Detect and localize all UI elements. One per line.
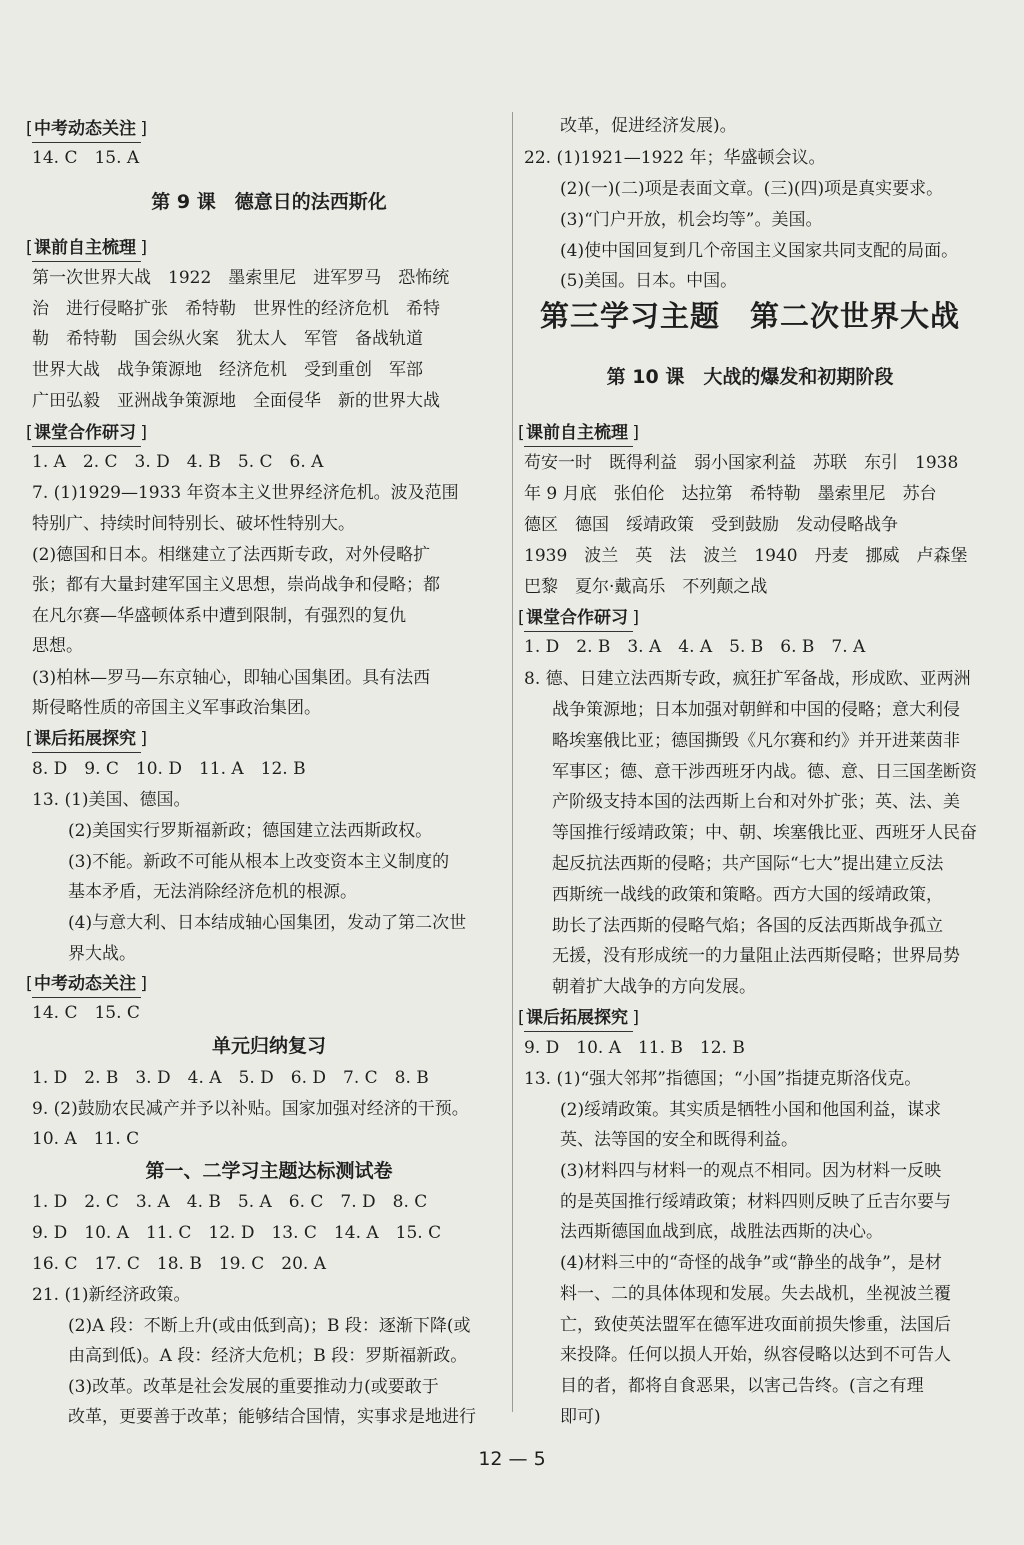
text-line: 10. A 11. C: [32, 1129, 140, 1149]
text-line: (4)材料三中的“奇怪的战争”或“静坐的战争”，是材: [560, 1253, 942, 1273]
section-heading: [ 中考动态关注 ]: [32, 117, 141, 141]
heading-underline: [32, 752, 141, 753]
text-line: 亡，致使英法盟军在德军进攻面前损失惨重，法国后: [560, 1315, 951, 1335]
text-line: (2)绥靖政策。其实质是牺牲小国和他国利益，谋求: [560, 1100, 942, 1120]
text-line: 来投降。任何以损人开始，纵容侵略以达到不可告人: [560, 1345, 951, 1365]
text-line: 英、法等国的安全和既得利益。: [560, 1130, 798, 1150]
text-line: 1. D 2. B 3. A 4. A 5. B 6. B 7. A: [524, 637, 866, 657]
text-line: 料一、二的具体体现和发展。失去战机，坐视波兰覆: [560, 1284, 951, 1304]
heading-underline: [524, 446, 633, 447]
section-heading: [ 课后拓展探究 ]: [524, 1006, 633, 1030]
section-heading: [ 课前自主梳理 ]: [524, 421, 633, 445]
section-heading: [ 课堂合作研习 ]: [32, 421, 141, 445]
heading-underline: [32, 142, 141, 143]
text-line: 斯侵略性质的帝国主义军事政治集团。: [32, 698, 321, 718]
text-line: (2)A 段：不断上升(或由低到高)；B 段：逐渐下降(或: [68, 1316, 471, 1336]
text-line: 目的者，都将自食恶果，以害己告终。(言之有理: [560, 1376, 924, 1396]
text-line: 1. A 2. C 3. D 4. B 5. C 6. A: [32, 452, 324, 472]
text-line: 略埃塞俄比亚；德国撕毁《凡尔赛和约》并开进莱茵非: [552, 731, 960, 751]
text-line: 西斯统一战线的政策和策略。西方大国的绥靖政策，: [552, 885, 943, 905]
lesson-title: 第 9 课 德意日的法西斯化: [151, 191, 387, 213]
text-line: 即可): [560, 1407, 601, 1427]
text-line: 21. (1)新经济政策。: [32, 1285, 191, 1305]
text-line: 治 进行侵略扩张 希特勒 世界性的经济危机 希特: [32, 299, 440, 319]
text-line: 9. D 10. A 11. B 12. B: [524, 1038, 745, 1058]
text-line: 朝着扩大战争的方向发展。: [552, 977, 756, 997]
text-line: 思想。: [32, 636, 83, 656]
heading-underline: [32, 446, 141, 447]
heading-underline: [524, 1031, 633, 1032]
text-line: (3)改革。改革是社会发展的重要推动力(或要敢于: [68, 1377, 439, 1397]
text-line: 年 9 月底 张伯伦 达拉第 希特勒 墨索里尼 苏台: [524, 484, 937, 504]
text-line: 产阶级支持本国的法西斯上台和对外扩张；英、法、美: [552, 792, 960, 812]
text-line: 7. (1)1929—1933 年资本主义世界经济危机。波及范围: [32, 483, 459, 503]
text-line: (2)(一)(二)项是表面文章。(三)(四)项是真实要求。: [560, 179, 944, 199]
text-line: 特别广、持续时间特别长、破坏性特别大。: [32, 514, 355, 534]
text-line: 基本矛盾，无法消除经济危机的根源。: [68, 882, 357, 902]
column-divider: [512, 112, 513, 1412]
text-line: 助长了法西斯的侵略气焰；各国的反法西斯战争孤立: [552, 916, 943, 936]
text-line: 等国推行绥靖政策；中、朝、埃塞俄比亚、西班牙人民奋: [552, 823, 977, 843]
section-heading: [ 课前自主梳理 ]: [32, 236, 141, 260]
theme-title: 第三学习主题 第二次世界大战: [539, 299, 960, 333]
text-line: 张；都有大量封建军国主义思想，崇尚战争和侵略；都: [32, 575, 440, 595]
text-line: (3)柏林—罗马—东京轴心，即轴心国集团。具有法西: [32, 668, 431, 688]
text-line: 巴黎 夏尔·戴高乐 不列颠之战: [524, 577, 768, 597]
text-line: 9. (2)鼓励农民减产并予以补贴。国家加强对经济的干预。: [32, 1099, 469, 1119]
section-heading: [ 中考动态关注 ]: [32, 972, 141, 996]
text-line: 法西斯德国血战到底，战胜法西斯的决心。: [560, 1222, 883, 1242]
text-line: 无援，没有形成统一的力量阻止法西斯侵略；世界局势: [552, 946, 960, 966]
text-line: 1. D 2. C 3. A 4. B 5. A 6. C 7. D 8. C: [32, 1192, 428, 1212]
text-line: 苟安一时 既得利益 弱小国家利益 苏联 东引 1938: [524, 453, 959, 473]
text-line: 22. (1)1921—1922 年；华盛顿会议。: [524, 148, 826, 168]
text-line: 勒 希特勒 国会纵火案 犹太人 军管 备战轨道: [32, 329, 423, 349]
text-line: 8. 德、日建立法西斯专政，疯狂扩军备战，形成欧、亚两洲: [524, 669, 971, 689]
text-line: (2)德国和日本。相继建立了法西斯专政，对外侵略扩: [32, 545, 431, 565]
text-line: 13. (1)美国、德国。: [32, 790, 191, 810]
text-line: 9. D 10. A 11. C 12. D 13. C 14. A 15. C: [32, 1223, 442, 1243]
text-line: 14. C 15. C: [32, 1003, 140, 1023]
lesson-title: 单元归纳复习: [211, 1035, 326, 1057]
heading-underline: [32, 261, 141, 262]
text-line: 德区 德国 绥靖政策 受到鼓励 发动侵略战争: [524, 515, 898, 535]
text-line: 1. D 2. B 3. D 4. A 5. D 6. D 7. C 8. B: [32, 1068, 429, 1088]
text-line: 在凡尔赛—华盛顿体系中遭到限制，有强烈的复仇: [32, 606, 406, 626]
text-line: 16. C 17. C 18. B 19. C 20. A: [32, 1254, 326, 1274]
text-line: (4)与意大利、日本结成轴心国集团，发动了第二次世: [68, 913, 467, 933]
section-heading: [ 课堂合作研习 ]: [524, 606, 633, 630]
text-line: (5)美国。日本。中国。: [560, 271, 738, 291]
text-line: 由高到低)。A 段：经济大危机；B 段：罗斯福新政。: [68, 1346, 468, 1366]
text-line: 世界大战 战争策源地 经济危机 受到重创 军部: [32, 360, 423, 380]
heading-underline: [524, 631, 633, 632]
text-line: 界大战。: [68, 944, 136, 964]
text-line: 改革，促进经济发展)。: [560, 116, 737, 136]
text-line: (4)使中国回复到几个帝国主义国家共同支配的局面。: [560, 241, 959, 261]
text-line: 改革，更要善于改革；能够结合国情，实事求是地进行: [68, 1407, 476, 1427]
text-line: 军事区；德、意干涉西班牙内战。德、意、日三国垄断资: [552, 762, 977, 782]
heading-underline: [32, 997, 141, 998]
text-line: (3)“门户开放，机会均等”。美国。: [560, 210, 823, 230]
text-line: 战争策源地；日本加强对朝鲜和中国的侵略；意大利侵: [552, 700, 960, 720]
lesson-title: 第一、二学习主题达标测试卷: [145, 1160, 393, 1182]
text-line: 起反抗法西斯的侵略；共产国际“七大”提出建立反法: [552, 854, 944, 874]
text-line: (3)材料四与材料一的观点不相同。因为材料一反映: [560, 1161, 942, 1181]
text-line: 1939 波兰 英 法 波兰 1940 丹麦 挪威 卢森堡: [524, 546, 968, 566]
text-line: 的是英国推行绥靖政策；材料四则反映了丘吉尔要与: [560, 1192, 951, 1212]
section-heading: [ 课后拓展探究 ]: [32, 727, 141, 751]
text-line: 广田弘毅 亚洲战争策源地 全面侵华 新的世界大战: [32, 391, 440, 411]
text-line: 第一次世界大战 1922 墨索里尼 进军罗马 恐怖统: [32, 268, 450, 288]
text-line: 14. C 15. A: [32, 148, 140, 168]
text-line: 8. D 9. C 10. D 11. A 12. B: [32, 759, 306, 779]
page-number: 12 — 5: [478, 1448, 546, 1470]
text-line: (2)美国实行罗斯福新政；德国建立法西斯政权。: [68, 821, 433, 841]
text-line: 13. (1)“强大邻邦”指德国；“小国”指捷克斯洛伐克。: [524, 1069, 922, 1089]
lesson-title: 第 10 课 大战的爆发和初期阶段: [606, 366, 894, 388]
text-line: (3)不能。新政不可能从根本上改变资本主义制度的: [68, 852, 450, 872]
